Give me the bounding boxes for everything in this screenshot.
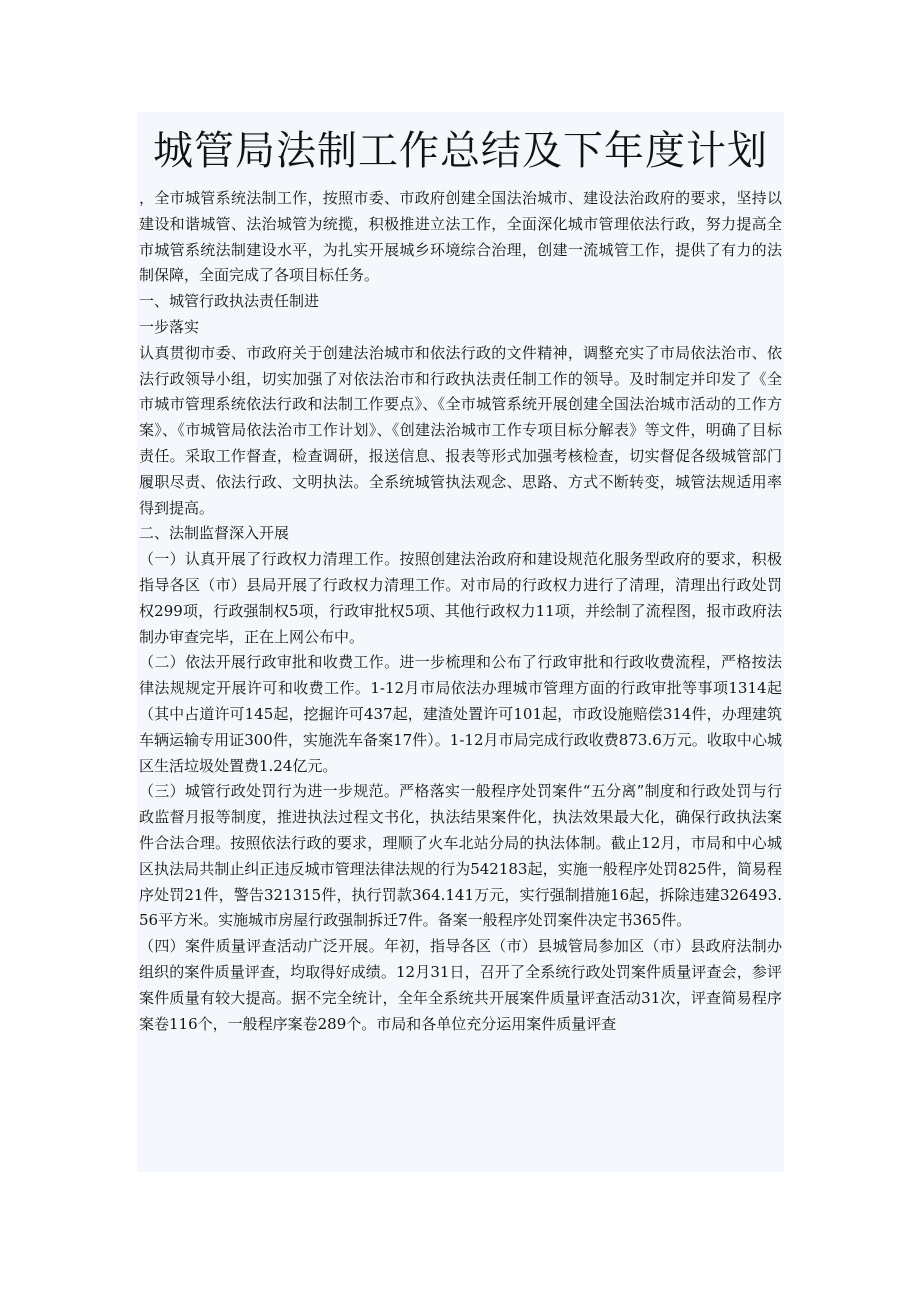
paragraph-intro: ，全市城管系统法制工作，按照市委、市政府创建全国法治城市、建设法治政府的要求，坚持以建设和谐城管、法治城管为统揽，积极推进立法工作，全面深化城市管理依法行政，努力提高全市城管系统法制建设水平，为扎实开展城乡环境综合治理，创建一流城管工作，提供了有力的法制保障，全面完成了各项目标任务。 xyxy=(139,189,782,285)
paragraph-item-3: （三）城管行政处罚行为进一步规范。严格落实一般程序处罚案件“五分离”制度和行政处罚与行政监督月报等制度，推进执法过程文书化，执法结果案件化，执法效果最大化，确保行政执法案件合法合理。按照依法行政的要求，理顺了火车北站分局的执法体制。截止12月，市局和中心城区执法局共制止纠正违反城市管理法律法规的行为542183起，实施一般程序处罚825件，简易程序处罚21件，警告321315件，执行罚款364.141万元，实行强制措施16起，拆除违建326493.56平方米。实施城市房屋行政强制拆迁7件。备案一般程序处罚案件决定书365件。 xyxy=(139,782,782,930)
document-page xyxy=(137,112,784,1172)
section-heading-1: 一、城管行政执法责任制进 xyxy=(139,292,320,311)
paragraph-section-1: 认真贯彻市委、市政府关于创建法治城市和依法行政的文件精神，调整充实了市局依法治市、依法行政领导小组，切实加强了对依法治市和行政执法责任制工作的领导。及时制定并印发了《全市城市管理系统依法行政和法制工作要点》、《全市城管系统开展创建全国法治城市活动的工作方案》、《市城管局依法治市工作计划》、《创建法治城市工作专项目标分解表》等文件，明确了目标责任。采取工作督查，检查调研，报送信息、报表等形式加强考核检查，切实督促各级城管部门履职尽责、依法行政、文明执法。全系统城管执法观念、思路、方式不断转变，城管法规适用率得到提高。 xyxy=(139,343,782,517)
section-heading-1-continued: 一步落实 xyxy=(139,317,200,336)
paragraph-item-1: （一）认真开展了行政权力清理工作。按照创建法治政府和建设规范化服务型政府的要求，积极指导各区（市）县局开展了行政权力清理工作。对市局的行政权力进行了清理，清理出行政处罚权299项，行政强制权5项，行政审批权5项、其他行政权力11项，并绘制了流程图，报市政府法制办审查完毕，正在上网公布中。 xyxy=(139,550,782,646)
paragraph-item-4: （四）案件质量评查活动广泛开展。年初，指导各区（市）县城管局参加区（市）县政府法制办组织的案件质量评查，均取得好成绩。12月31日，召开了全系统行政处罚案件质量评查会，参评案件质量有较大提高。据不完全统计，全年全系统共开展案件质量评查活动31次，评查简易程序案卷116个，一般程序案卷289个。市局和各单位充分运用案件质量评查 xyxy=(139,937,782,1033)
section-heading-2: 二、法制监督深入开展 xyxy=(139,524,290,543)
paragraph-item-2: （二）依法开展行政审批和收费工作。进一步梳理和公布了行政审批和行政收费流程，严格按法律法规规定开展许可和收费工作。1-12月市局依法办理城市管理方面的行政审批等事项1314起（其中占道许可145起，挖掘许可437起，建渣处置许可101起，市政设施赔偿314件，办理建筑车辆运输专用证300件，实施洗车备案17件）。1-12月市局完成行政收费873.6万元。收取中心城区生活垃圾处置费1.24亿元。 xyxy=(139,653,782,775)
document-title: 城管局法制工作总结及下年度计划 xyxy=(153,128,768,174)
document-body xyxy=(137,186,784,1037)
